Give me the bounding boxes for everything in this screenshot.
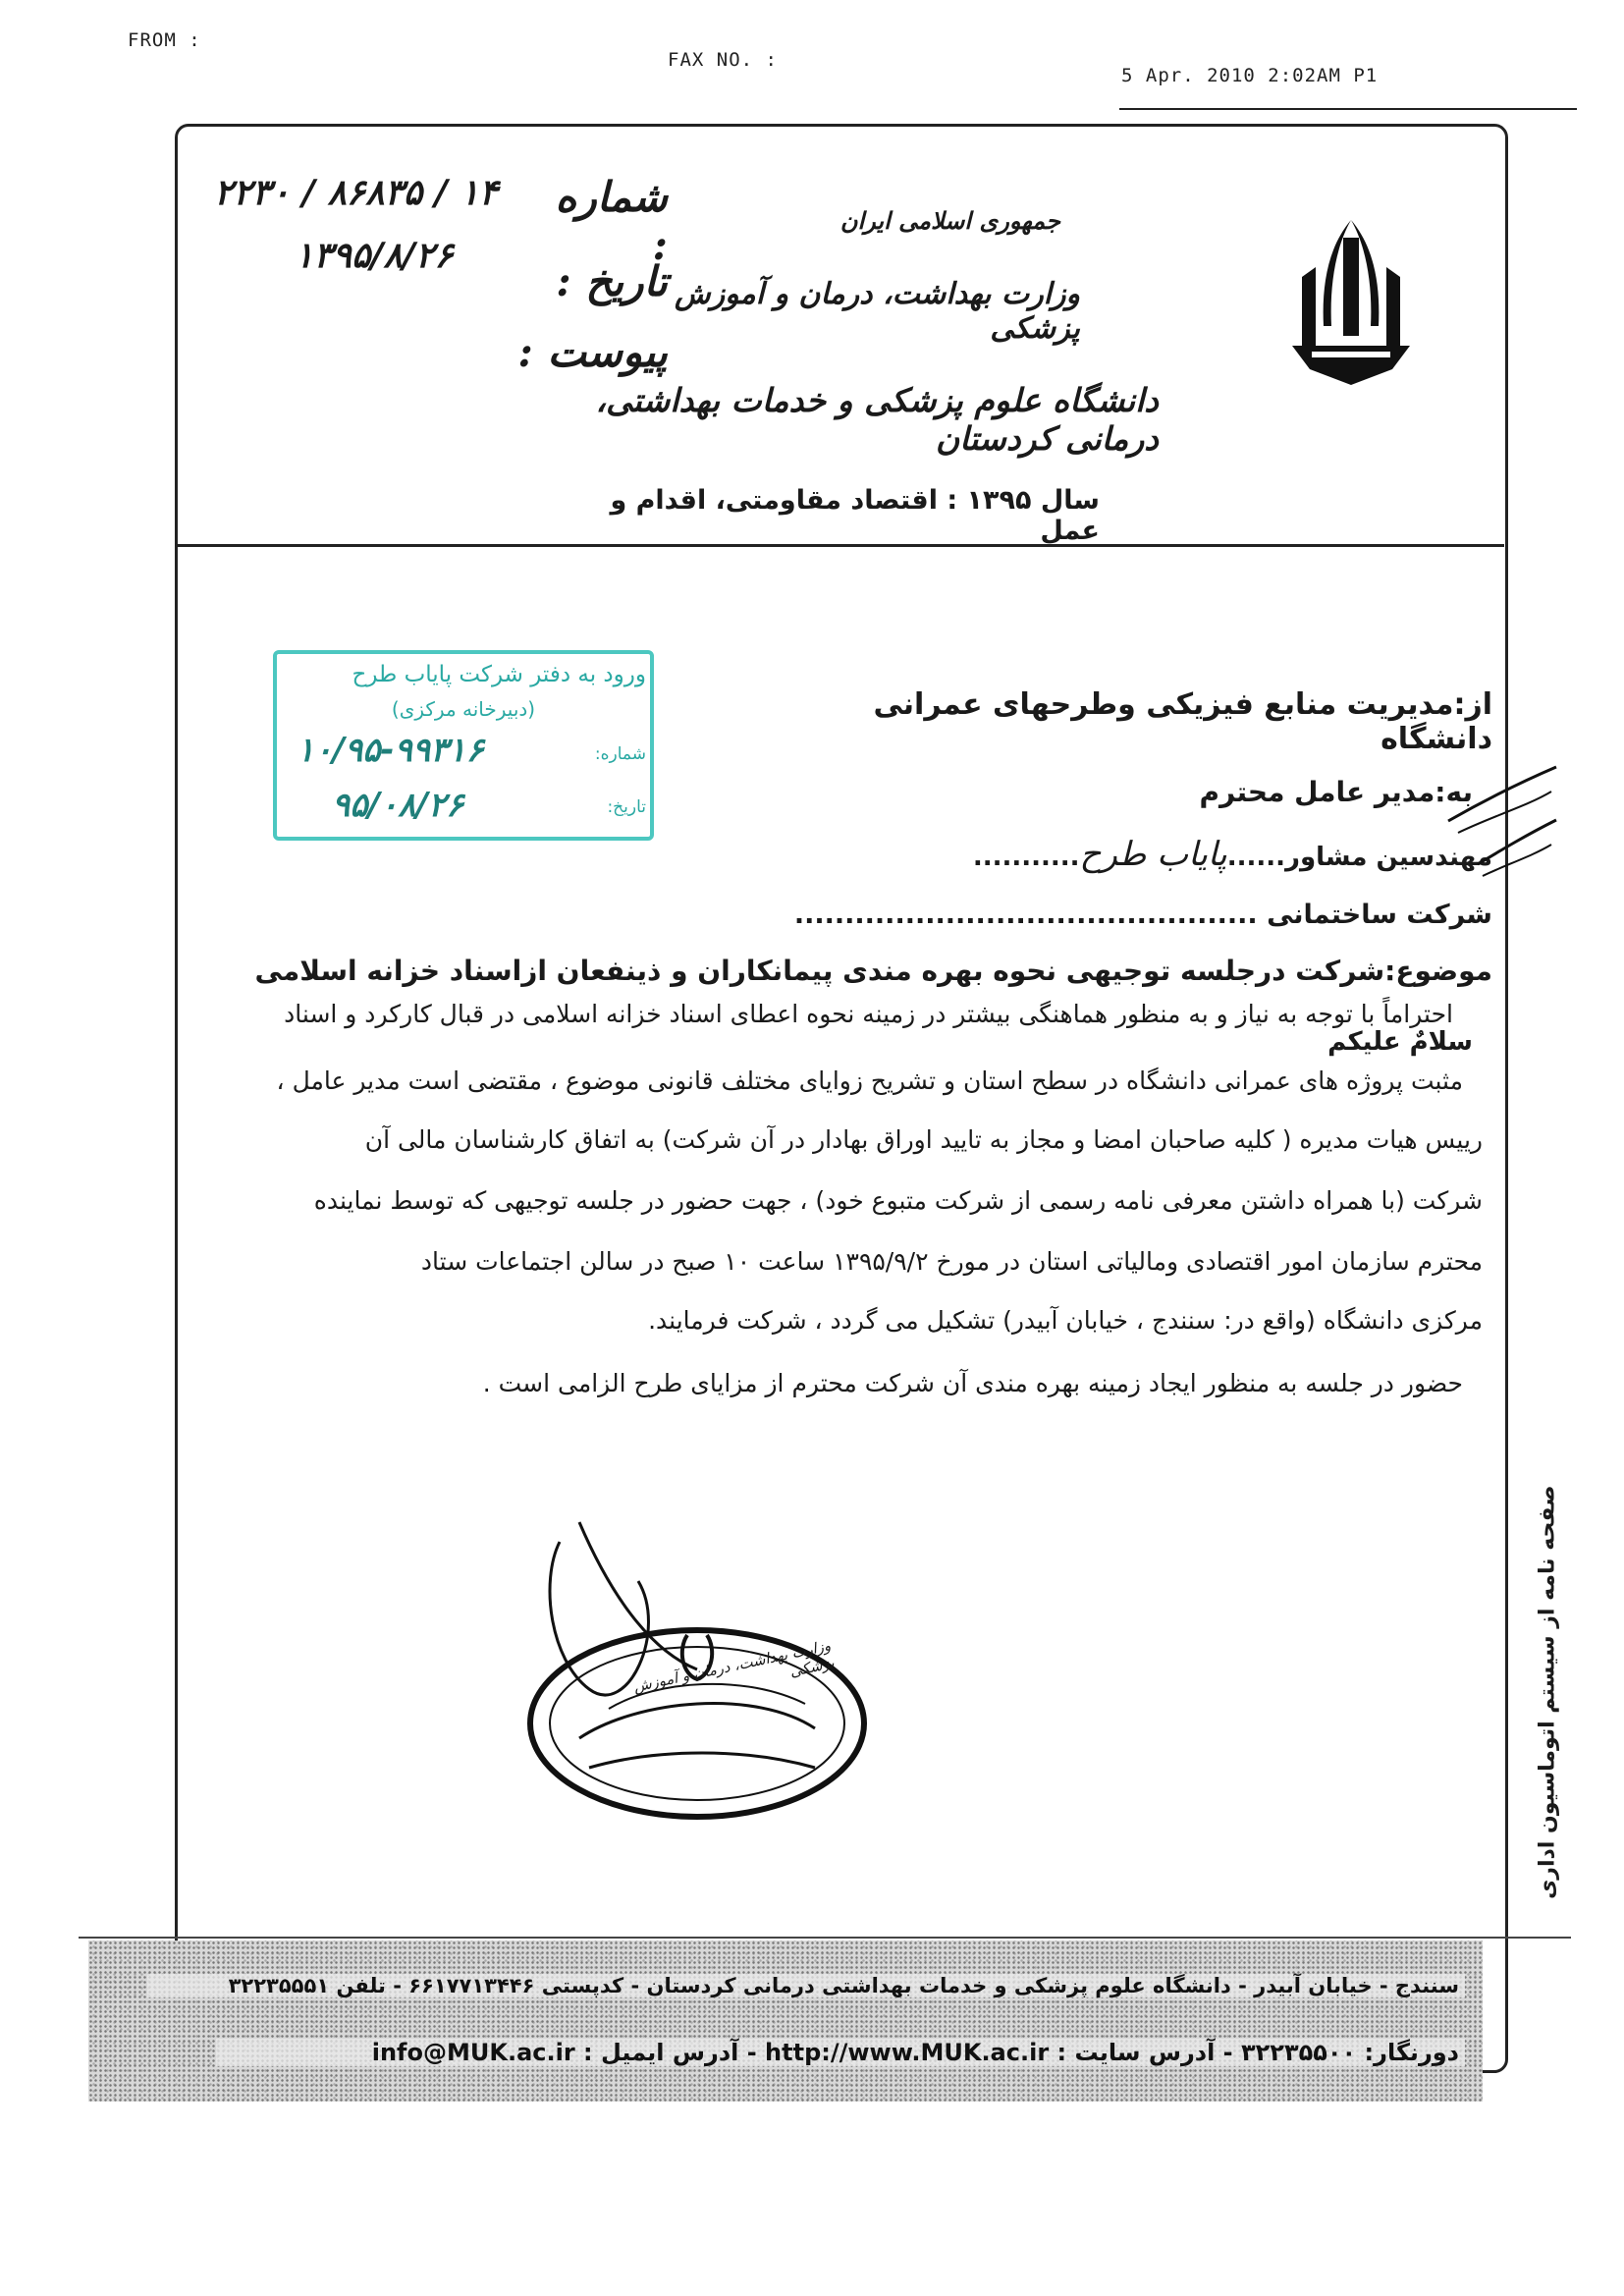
body-line-2: مثبت پروژه های عمرانی دانشگاه در سطح استان و تشریح زوایای مختلف قانونی موضوع ، مقتضی است مدیر عامل ، xyxy=(276,1066,1463,1095)
body-line-1: احتراماً با توجه به نیاز و به منظور هماهنگی بیشتر در زمینه نحوه اعطای اسناد خزانه اسلامی در قبال کارکرد و اسناد xyxy=(284,1000,1453,1028)
attachment-label: پیوست : xyxy=(517,328,668,376)
footer-contact: دورنگار: ۳۲۲۳۵۵۰۰ - آدرس سایت : http://www.MUK.ac.ir - آدرس ایمیل : info@MUK.ac.ir xyxy=(216,2039,1465,2066)
stamp-number-value: ۱۰/۹۵-۹۹۳۱۶ xyxy=(297,731,484,770)
stamp-date-label: تاریخ: xyxy=(607,797,646,817)
stamp-line-1: ورود به دفتر شرکت پایاب طرح xyxy=(352,662,646,687)
fax-from: FROM : xyxy=(128,29,201,51)
footer-divider xyxy=(79,1937,1571,1939)
body-line-7: حضور در جلسه به منظور ایجاد زمینه بهره مندی آن شرکت محترم از مزایای طرح الزامی است . xyxy=(482,1369,1463,1397)
body-line-3: رییس هیات مدیره ( کلیه صاحبان امضا و مجاز به تایید اوراق بهادار در آن شرکت) به اتفاق کارشناسان مالی آن xyxy=(364,1125,1483,1154)
stamp-date-value: ۹۵/۰۸/۲۶ xyxy=(332,786,464,825)
company-line: شرکت ساختمانی .............................................. xyxy=(793,900,1492,930)
subject-line: موضوع:شرکت درجلسه توجیهی نحوه بهره مندی پیمانکاران و ذینفعان ازاسناد خزانه اسلامی xyxy=(254,955,1492,987)
handwritten-arrow-icon xyxy=(1473,815,1561,884)
fax-header-rule xyxy=(1119,108,1577,110)
university-emblem-icon xyxy=(1282,208,1420,395)
org-line-1: جمهوری اسلامی ایران xyxy=(839,206,1060,235)
margin-note: صفحه نامه از سیستم اتوماسیون اداری xyxy=(1535,1485,1560,1899)
letter-footer xyxy=(88,1941,1483,2102)
slogan: سال ۱۳۹۵ : اقتصاد مقاومتی، اقدام و عمل xyxy=(610,485,1100,546)
footer-address: سنندج - خیابان آبیدر - دانشگاه علوم پزشکی و خدمات بهداشتی درمانی کردستان - کدپستی ۶۶۱۷۷۱۳۴۴۶ - تلفن ۳۲۲۳۵۵۵۱ xyxy=(147,1974,1465,1997)
number-label: شماره : xyxy=(555,173,668,269)
org-line-3: دانشگاه علوم پزشکی و خدمات بهداشتی، درمانی کردستان xyxy=(595,381,1159,458)
date-label: تاریخ : xyxy=(556,257,668,305)
consultant-prefix: مهندسین مشاور...... xyxy=(1226,843,1492,872)
greeting: سلامٌ علیکم xyxy=(1327,1027,1473,1057)
fax-date-time: 5 Apr. 2010 2:02AM P1 xyxy=(1121,65,1379,86)
from-line: از:مدیریت منابع فیزیکی وطرحهای عمرانی دانشگاه xyxy=(873,687,1492,756)
consultant-line xyxy=(844,835,1492,874)
receipt-stamp xyxy=(273,650,654,841)
stamp-line-2: (دبیرخانه مرکزی) xyxy=(391,697,536,721)
seal-text: وزارت بهداشت، درمان و آموزش پزشکی xyxy=(631,1636,837,1696)
stamp-number-label: شماره: xyxy=(594,744,646,764)
consultant-handwritten: پایاب طرح xyxy=(1079,835,1227,874)
fax-number: FAX NO. : xyxy=(668,49,778,71)
consultant-suffix: ........... xyxy=(972,843,1080,872)
org-line-2: وزارت بهداشت، درمان و آموزش پزشکی xyxy=(675,277,1080,346)
to-line: به:مدیر عامل محترم xyxy=(1199,776,1473,808)
date-value: ۱۳۹۵/۸/۲۶ xyxy=(295,236,454,276)
number-value: ۱۴ / ۸۶۸۳۵ / ۲۲۳۰ xyxy=(214,173,499,213)
body-line-6: مرکزی دانشگاه (واقع در: سنندج ، خیابان آبیدر) تشکیل می گردد ، شرکت فرمایند. xyxy=(648,1306,1483,1335)
body-line-4: شرکت (با همراه داشتن معرفی نامه رسمی از شرکت متبوع خود) ، جهت حضور در جلسه توجیهی که توسط نماینده xyxy=(313,1186,1483,1215)
body-line-5: محترم سازمان امور اقتصادی ومالیاتی استان در مورخ ۱۳۹۵/۹/۲ ساعت ۱۰ صبح در سالن اجتماعات ستاد xyxy=(420,1247,1483,1276)
